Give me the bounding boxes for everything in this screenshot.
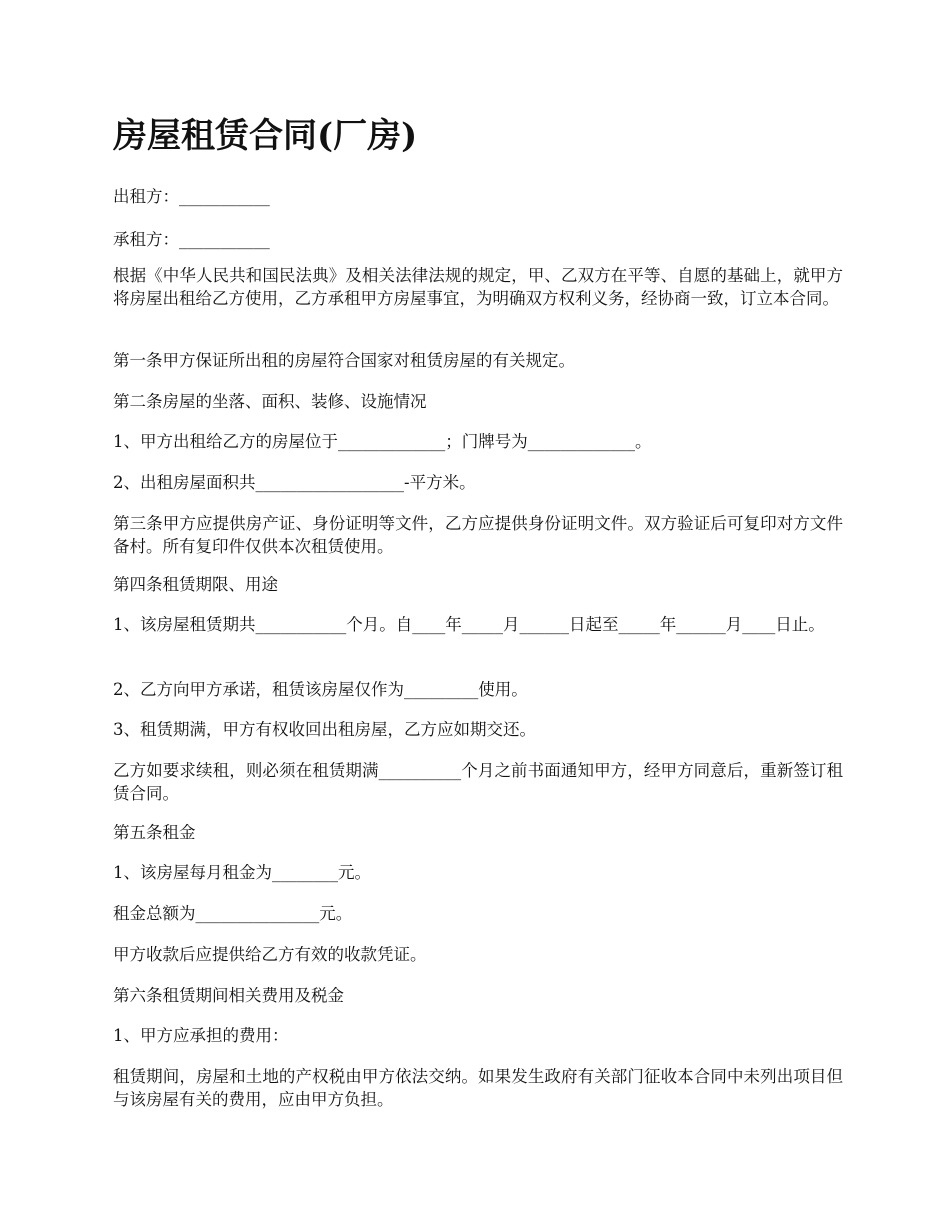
article-4-item-3: 3、租赁期满，甲方有权收回出租房屋，乙方应如期交还。	[113, 720, 536, 739]
article-4-item-2: 2、乙方向甲方承诺，租赁该房屋仅作为_________使用。	[113, 680, 528, 699]
lessee-line: 承租方：___________	[113, 230, 270, 249]
document-title: 房屋租赁合同(厂房)	[113, 116, 418, 156]
preamble-paragraph: 根据《中华人民共和国民法典》及相关法律法规的规定，甲、乙双方在平等、自愿的基础上，就甲方将房屋出租给乙方使用，乙方承租甲方房屋事宜，为明确双方权利义务，经协商一致，订立本合同。	[113, 266, 843, 308]
article-6-heading: 第六条租赁期间相关费用及税金	[113, 986, 344, 1005]
article-4-item-1: 1、该房屋租赁期共___________个月。自____年_____月______日起至_____年______月____日止。	[113, 615, 825, 634]
article-6-item-1: 1、甲方应承担的费用：	[113, 1026, 289, 1045]
article-3: 第三条甲方应提供房产证、身份证明等文件，乙方应提供身份证明文件。双方验证后可复印对方文件备村。所有复印件仅供本次租赁使用。	[113, 514, 843, 556]
article-5-item-1: 1、该房屋每月租金为________元。	[113, 863, 371, 882]
lessor-line: 出租方：___________	[113, 187, 270, 206]
receipt-line: 甲方收款后应提供给乙方有效的收款凭证。	[113, 945, 427, 964]
article-2-item-2: 2、出租房屋面积共__________________-平方米。	[113, 473, 476, 492]
renewal-paragraph: 乙方如要求续租，则必须在租赁期满__________个月之前书面通知甲方，经甲方同意后，重新签订租赁合同。	[113, 761, 843, 803]
article-4-heading: 第四条租赁期限、用途	[113, 575, 278, 594]
article-5-heading: 第五条租金	[113, 823, 196, 842]
article-2-item-1: 1、甲方出租给乙方的房屋位于_____________；门牌号为_____________。	[113, 432, 652, 451]
tax-paragraph: 租赁期间，房屋和土地的产权税由甲方依法交纳。如果发生政府有关部门征收本合同中未列出项目但与该房屋有关的费用，应由甲方负担。	[113, 1067, 843, 1109]
total-rent-line: 租金总额为_______________元。	[113, 904, 353, 923]
article-1: 第一条甲方保证所出租的房屋符合国家对租赁房屋的有关规定。	[113, 351, 575, 370]
article-2-heading: 第二条房屋的坐落、面积、装修、设施情况	[113, 392, 427, 411]
